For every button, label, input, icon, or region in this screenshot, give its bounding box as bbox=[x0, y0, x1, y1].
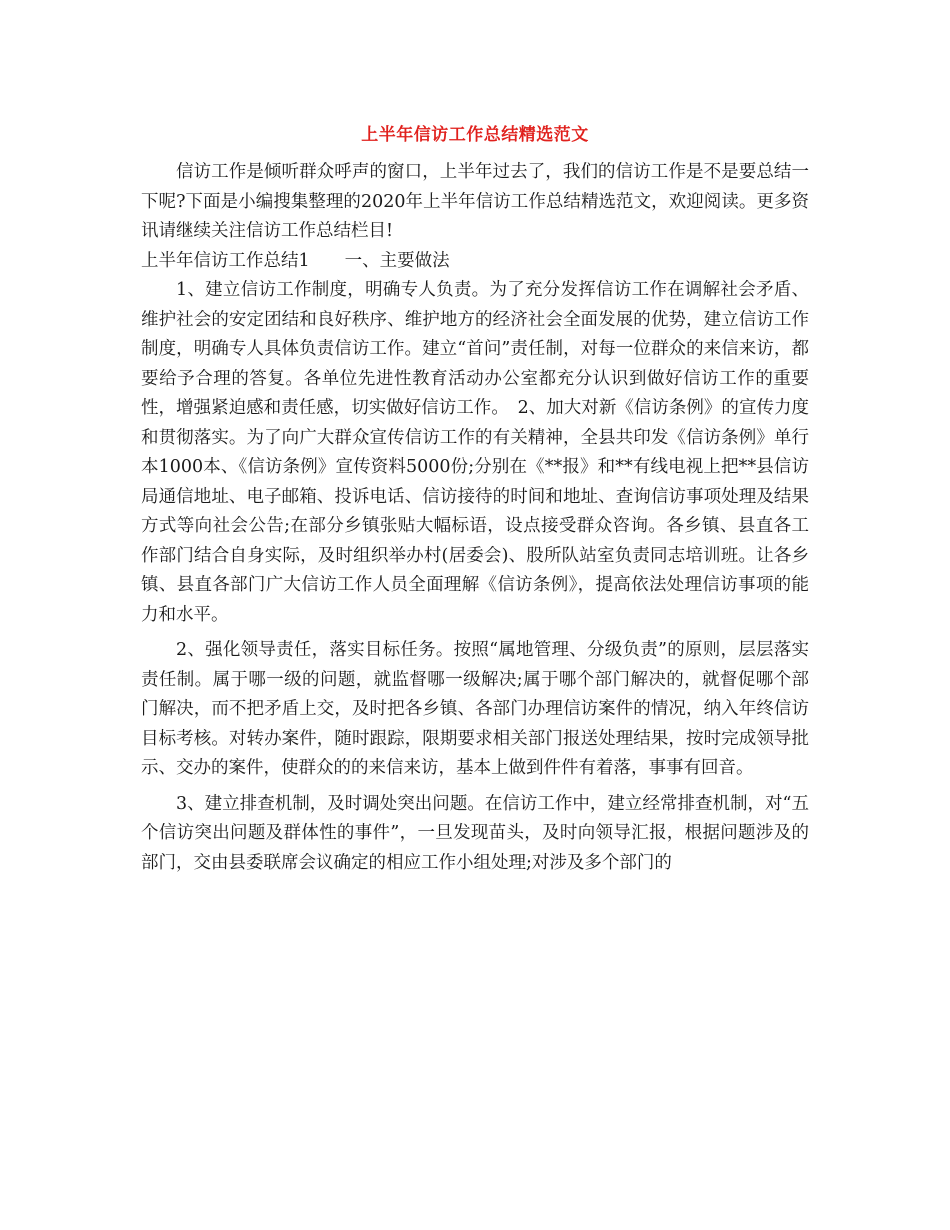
document-body bbox=[141, 158, 809, 878]
paragraph-2: 2、强化领导责任，落实目标任务。按照“属地管理、分级负责”的原则，层层落实责任制。属于哪一级的问题，就监督哪一级解决;属于哪个部门解决的，就督促哪个部门解决，而不把矛盾上交，及时把各乡镇、各部门办理信访案件的情况，纳入年终信访目标考核。对转办案件，随时跟踪，限期要求相关部门报送处理结果，按时完成领导批示、交办的案件，使群众的的来信来访，基本上做到件件有着落，事事有回音。 bbox=[141, 640, 809, 778]
paragraph-1: 1、建立信访工作制度，明确专人负责。为了充分发挥信访工作在调解社会矛盾、维护社会的安定团结和良好秩序、维护地方的经济社会全面发展的优势，建立信访工作制度，明确专人具体负责信访工作。建立“首问”责任制，对每一位群众的来信来访，都要给予合理的答复。各单位先进性教育活动办公室都充分认识到做好信访工作的重要性，增强紧迫感和责任感，切实做好信访工作。 2、加大对新《信访条例》的宣传力度和贯彻落实。为了向广大群众宣传信访工作的有关精神，全县共印发《信访条例》单行本1000本、《信访条例》宣传资料5000份;分别在《**报》和**有线电视上把**县信访局通信地址、电子邮箱、投诉电话、信访接待的时间和地址、查询信访事项处理及结果方式等向社会公告;在部分乡镇张贴大幅标语，设点接受群众咨询。各乡镇、县直各工作部门结合自身实际，及时组织举办村(居委会)、股所队站室负责同志培训班。让各乡镇、县直各部门广大信访工作人员全面理解《信访条例》，提高依法处理信访事项的能力和水平。 bbox=[141, 280, 809, 625]
intro-paragraph: 信访工作是倾听群众呼声的窗口，上半年过去了，我们的信访工作是不是要总结一下呢?下面是小编搜集整理的2020年上半年信访工作总结精选范文，欢迎阅读。更多资讯请继续关注信访工作总结栏目! bbox=[141, 162, 809, 241]
document-title: 上半年信访工作总结精选范文 bbox=[361, 125, 589, 145]
section-heading: 上半年信访工作总结1 一、主要做法 bbox=[141, 250, 450, 271]
paragraph-3: 3、建立排查机制，及时调处突出问题。在信访工作中，建立经常排查机制，对“五个信访突出问题及群体性的事件”，一旦发现苗头，及时向领导汇报，根据问题涉及的部门，交由县委联席会议确定的相应工作小组处理;对涉及多个部门的 bbox=[141, 793, 809, 873]
